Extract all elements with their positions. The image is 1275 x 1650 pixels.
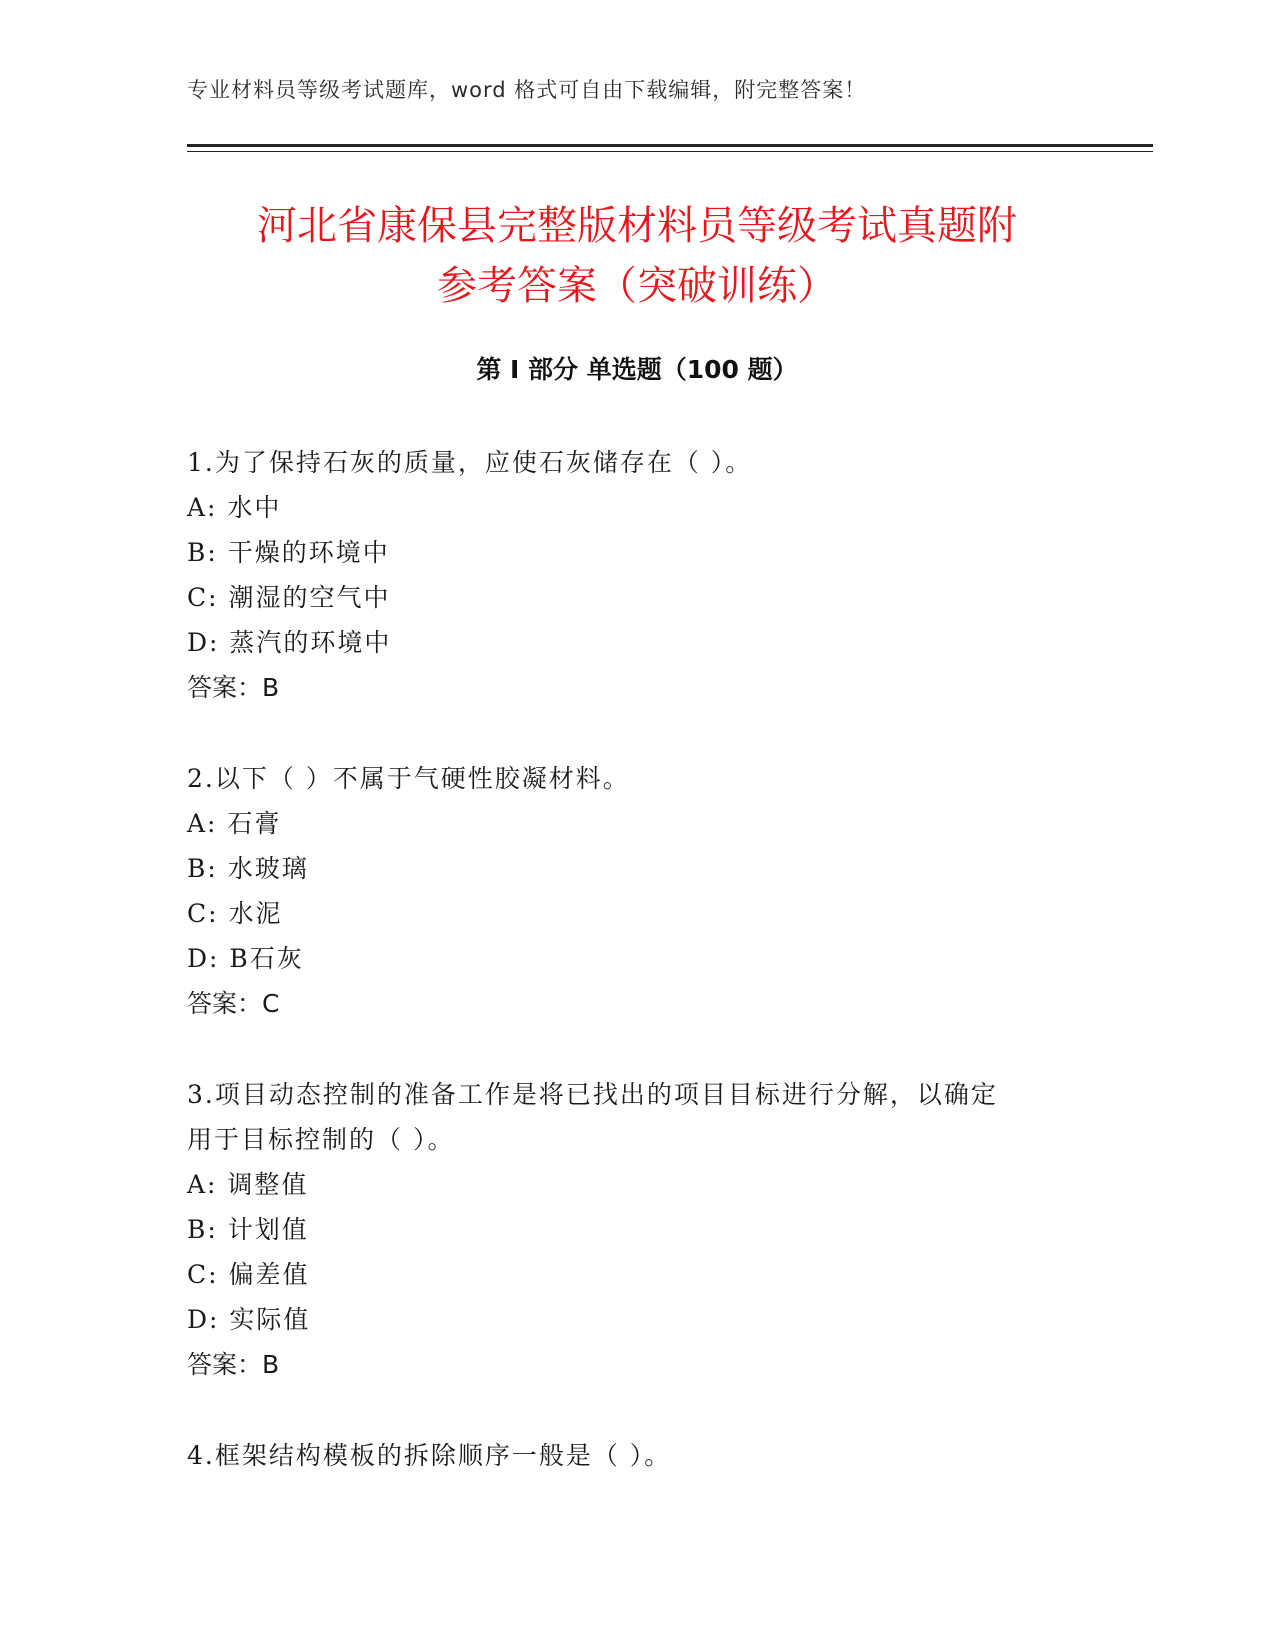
option-b: B: 水玻璃 xyxy=(187,854,309,883)
option-c: C: 偏差值 xyxy=(187,1260,310,1289)
header-rule-thin xyxy=(187,151,1153,152)
question-stem: 2.以下（ ）不属于气硬性胶凝材料。 xyxy=(187,764,630,793)
question-stem: 4.框架结构模板的拆除顺序一般是（ ）。 xyxy=(187,1441,672,1470)
option-c: C: 潮湿的空气中 xyxy=(187,583,391,612)
option-b: B: 干燥的环境中 xyxy=(187,538,390,567)
title-line-1: 河北省康保县完整版材料员等级考试真题附 xyxy=(257,203,1017,249)
question-stem-line-1: 3.项目动态控制的准备工作是将已找出的项目目标进行分解，以确定 xyxy=(187,1080,998,1109)
question-list xyxy=(187,440,1087,1524)
answer: 答案：B xyxy=(187,673,280,702)
option-d: D: B石灰 xyxy=(187,944,304,973)
question-4 xyxy=(187,1433,1087,1478)
option-a: A: 水中 xyxy=(187,493,282,522)
option-d: D: 实际值 xyxy=(187,1305,311,1334)
question-1 xyxy=(187,440,1087,710)
question-stem-line-2: 用于目标控制的（ ）。 xyxy=(187,1125,455,1154)
question-stem: 1.为了保持石灰的质量，应使石灰储存在（ ）。 xyxy=(187,448,753,477)
option-a: A: 石膏 xyxy=(187,809,282,838)
option-a: A: 调整值 xyxy=(187,1170,309,1199)
page-header: 专业材料员等级考试题库，word 格式可自由下载编辑，附完整答案！ xyxy=(187,78,867,102)
answer: 答案：B xyxy=(187,1350,280,1379)
question-3 xyxy=(187,1072,1087,1387)
option-c: C: 水泥 xyxy=(187,899,283,928)
answer: 答案：C xyxy=(187,989,280,1018)
header-rule-thick xyxy=(187,144,1153,147)
option-b: B: 计划值 xyxy=(187,1215,309,1244)
option-d: D: 蒸汽的环境中 xyxy=(187,628,392,657)
question-2 xyxy=(187,756,1087,1026)
document-title xyxy=(187,196,1087,316)
section-title: 第 I 部分 单选题（100 题） xyxy=(476,355,798,384)
title-line-2: 参考答案（突破训练） xyxy=(437,263,837,309)
